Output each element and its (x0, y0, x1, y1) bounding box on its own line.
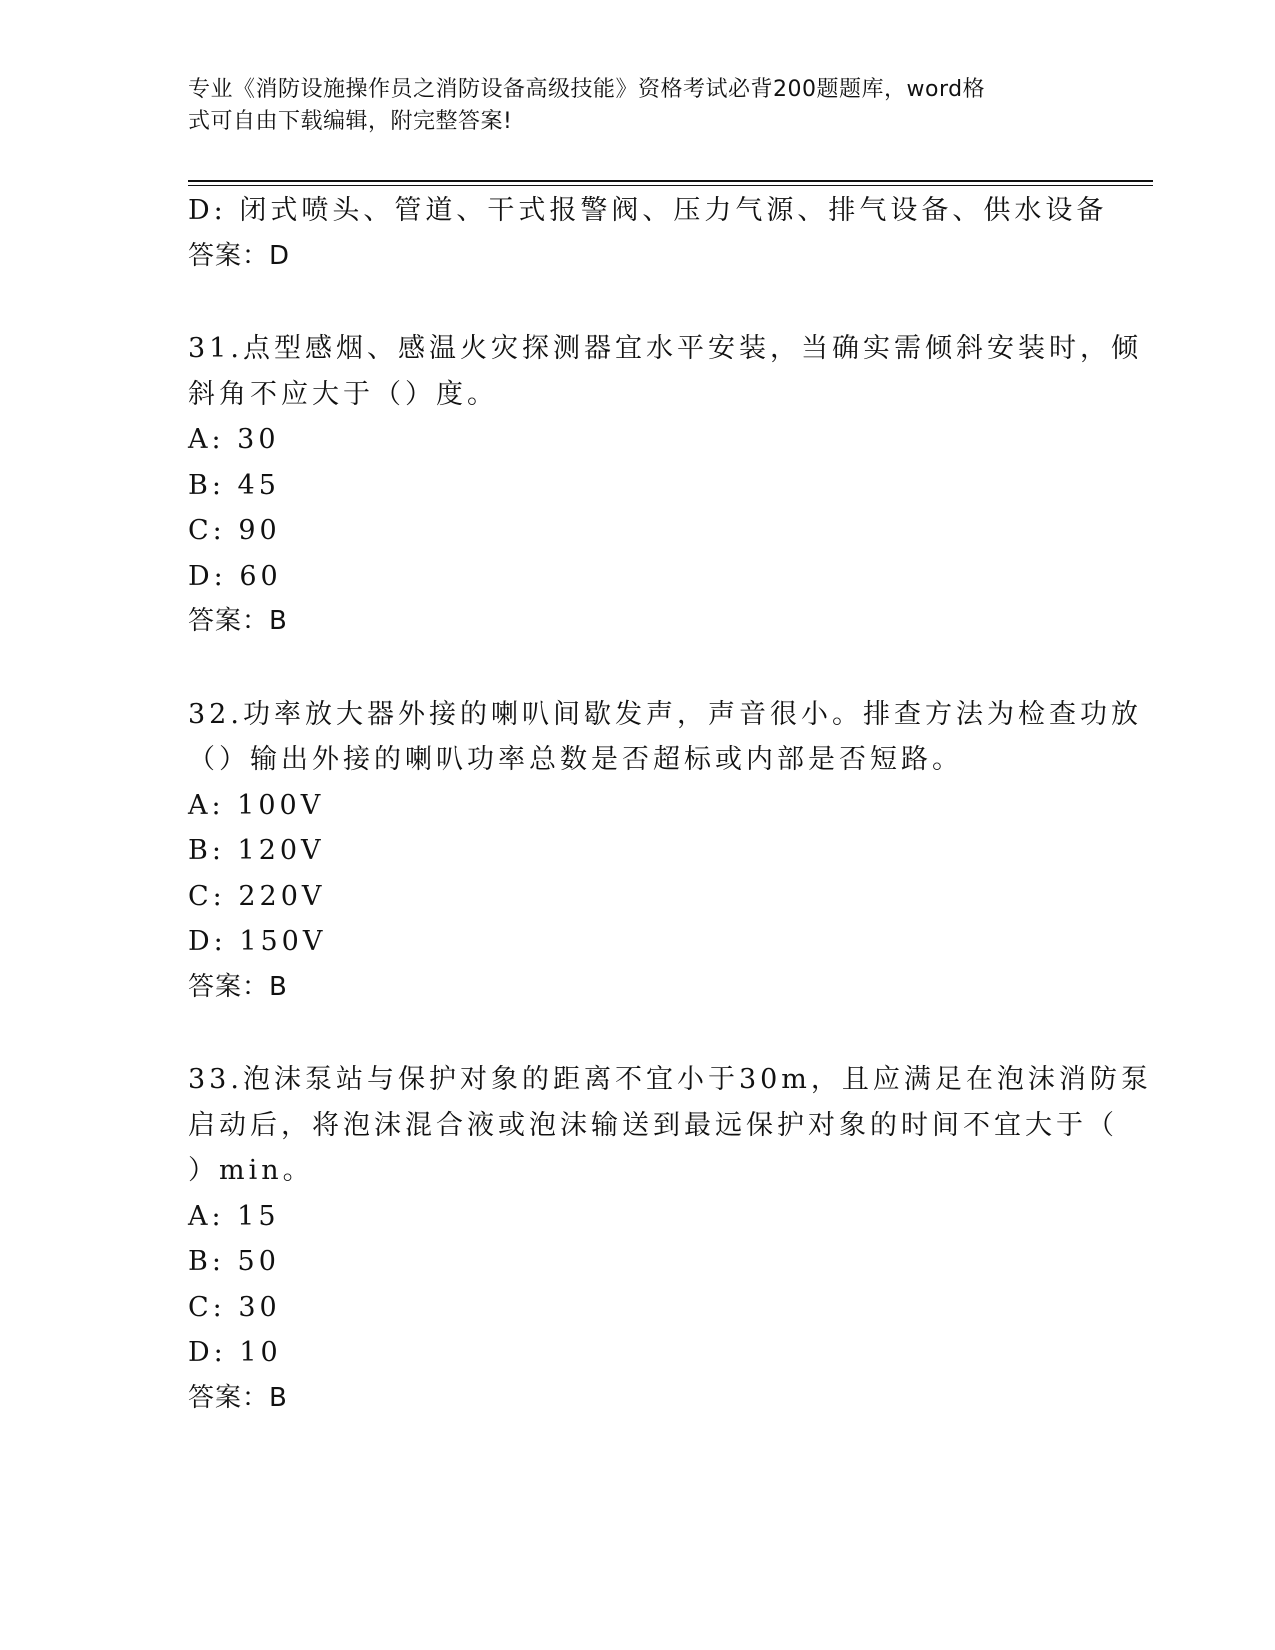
question-stem: （）输出外接的喇叭功率总数是否超标或内部是否短路。 (188, 744, 963, 775)
header-line-1: 专业《消防设施操作员之消防设备高级技能》资格考试必背200题题库，word格 (188, 77, 986, 102)
question-31 (188, 326, 1142, 645)
document-header (188, 74, 1068, 138)
option-c: C: 30 (188, 1291, 281, 1323)
option-a: A: 100V (188, 789, 325, 821)
question-stem: 启动后，将泡沫混合液或泡沫输送到最远保护对象的时间不宜大于（ (188, 1109, 1118, 1141)
answer: 答案：B (188, 606, 288, 636)
option-a: A: 15 (188, 1200, 280, 1232)
answer: 答案：B (188, 971, 288, 1002)
option-b: B: 50 (188, 1246, 280, 1277)
question-33 (188, 1057, 1152, 1421)
option-b: B: 120V (188, 835, 325, 866)
question-stem: 33.泡沫泵站与保护对象的距离不宜小于30m，且应满足在泡沫消防泵 (188, 1064, 1152, 1095)
question-list (188, 188, 1152, 1421)
header-line-2: 式可自由下载编辑，附完整答案! (188, 109, 513, 134)
option-b: B: 45 (188, 469, 280, 501)
option-d: D: 150V (188, 926, 327, 957)
option-d: D: 闭式喷头、管道、干式报警阀、压力气源、排气设备、供水设备 (188, 195, 1108, 226)
header-divider-thin (188, 185, 1153, 186)
question-stem: 斜角不应大于（）度。 (188, 378, 498, 410)
option-c: C: 220V (188, 880, 326, 912)
question-32 (188, 692, 1142, 1011)
previous-question-tail (188, 188, 1108, 279)
question-stem: 31.点型感烟、感温火灾探测器宜水平安装，当确实需倾斜安装时，倾 (188, 333, 1142, 364)
answer: 答案：B (188, 1382, 288, 1413)
option-d: D: 60 (188, 560, 282, 592)
answer: 答案：D (188, 240, 291, 271)
option-d: D: 10 (188, 1337, 282, 1368)
option-c: C: 90 (188, 515, 281, 546)
question-stem: 32.功率放大器外接的喇叭间歇发声，声音很小。排查方法为检查功放 (188, 698, 1142, 730)
option-a: A: 30 (188, 424, 280, 455)
header-divider-thick (188, 180, 1153, 182)
question-stem: ）min。 (188, 1155, 314, 1186)
